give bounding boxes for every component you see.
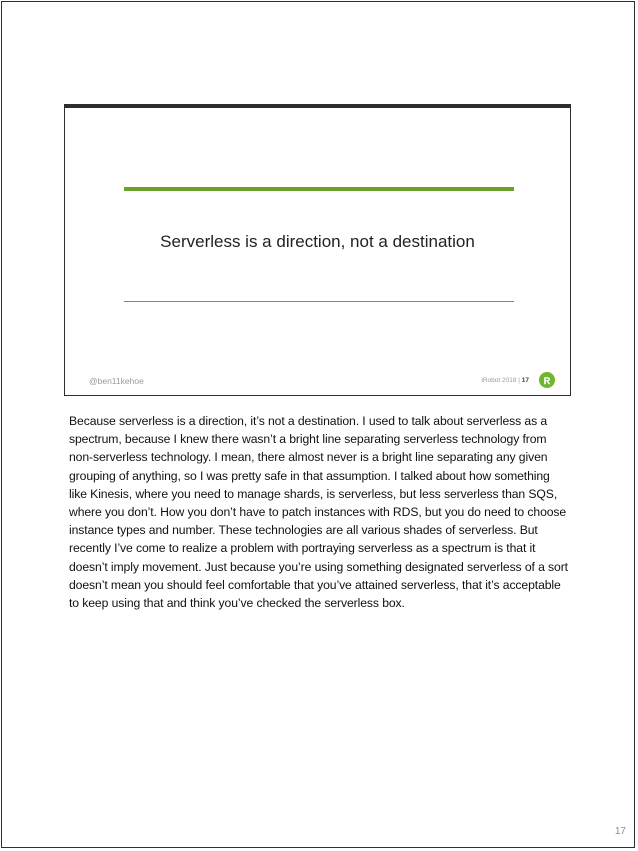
page-number: 17 (614, 826, 626, 837)
slide-top-border (65, 105, 570, 108)
twitter-handle: @ben11kehoe (89, 376, 144, 386)
slide-thumbnail (64, 104, 571, 396)
event-label: iRobot 2018 | (481, 377, 520, 384)
irobot-logo-icon (539, 372, 555, 388)
title-rule-top (124, 187, 514, 191)
slide-title: Serverless is a direction, not a destination (160, 232, 475, 251)
speaker-notes: Because serverless is a direction, it’s not a destination. I used to talk about serverless as a spectrum, because I knew there wasn’t a bright line separating serverless technology from non-serverless technology. I mean, there almost never is a bright line separating any given grouping of anything, so I was pretty safe in that assumption. I talked about how something like Kinesis, where you need to manage shards, is serverless, but less serverless than SQS, where you don’t. How you don’t have to patch instances with RDS, but you do need to choose instance types and number. These technologies are all various shades of serverless. But recently I’ve come to realize a problem with portraying serverless as a spectrum is that it doesn’t imply movement. Just because you’re using something designated serverless of a sort doesn’t mean you should feel comfortable that you’ve attained serverless, that it’s acceptable to keep using that and think you’ve checked the serverless box. (69, 414, 568, 611)
slide-footer (481, 377, 529, 384)
slide-number: 17 (521, 377, 529, 384)
title-rule-bottom (124, 301, 514, 302)
